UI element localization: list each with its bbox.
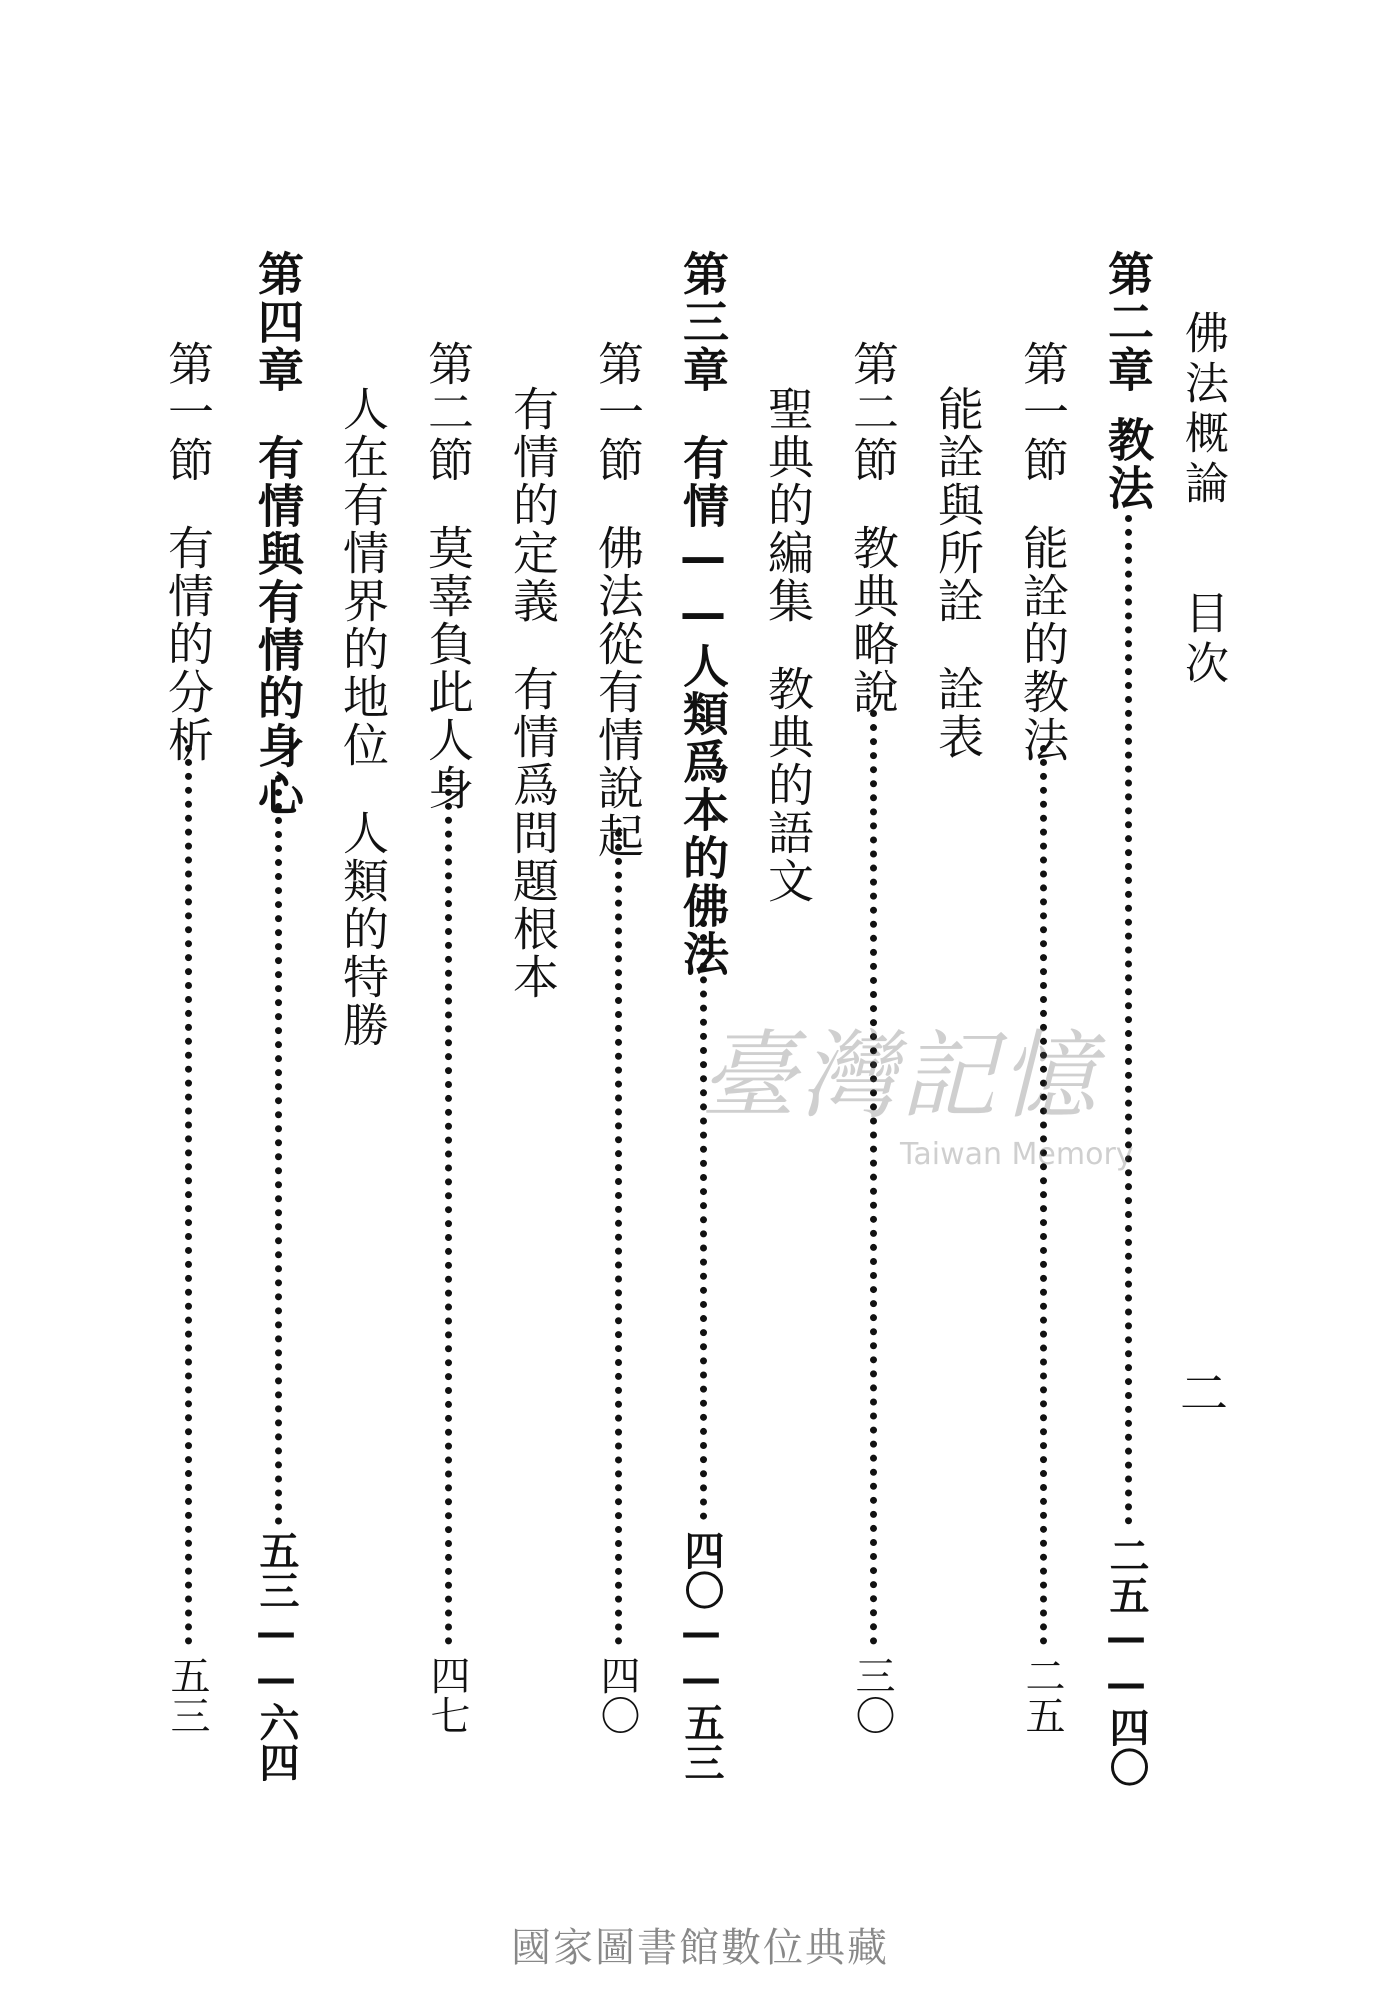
- section-page: 五三: [164, 1655, 210, 1735]
- section-title: 能詮的教法: [1016, 524, 1070, 764]
- watermark-english: Taiwan Memory: [900, 1137, 1134, 1172]
- chapter-page-range: 二五——四〇: [1103, 1535, 1149, 1787]
- section-page: 二五: [1019, 1655, 1065, 1735]
- section-label: 第二節: [846, 340, 900, 484]
- dotted-leader: [275, 775, 282, 1525]
- topic: 教典的語文: [761, 665, 815, 905]
- section-label: 第二節: [421, 340, 475, 484]
- toc-topics-3-1: [506, 385, 560, 1001]
- chapter-label: 第三章: [676, 250, 730, 394]
- topic: 詮表: [931, 665, 985, 761]
- section-title: 目次: [1177, 590, 1228, 690]
- book-title: 佛法概論: [1177, 310, 1228, 510]
- watermark-chinese: 臺灣記憶: [700, 1020, 1100, 1132]
- toc-section-2-2: [846, 340, 900, 716]
- toc-chapter-3: [676, 250, 730, 978]
- dotted-leader: [185, 745, 192, 1645]
- section-page: 三〇: [849, 1655, 895, 1735]
- toc-section-3-2: [421, 340, 475, 812]
- topic: 有情爲問題根本: [506, 665, 560, 1001]
- section-page: 四〇: [594, 1655, 640, 1735]
- dotted-leader: [1040, 745, 1047, 1645]
- chapter-page-range: 五三——六四: [253, 1530, 299, 1782]
- section-title: 教典略說: [846, 524, 900, 716]
- chapter-title: 教法: [1101, 416, 1155, 512]
- toc-chapter-2: [1101, 250, 1155, 512]
- toc-topics-3-2: [336, 385, 390, 1049]
- dotted-leader: [870, 710, 877, 1645]
- section-page: 四七: [424, 1655, 470, 1735]
- topic: 人類的特勝: [336, 809, 390, 1049]
- section-title: 有情的分析: [161, 524, 215, 764]
- section-title: 莫辜負此人身: [421, 524, 475, 812]
- toc-chapter-4: [251, 250, 305, 818]
- chapter-label: 第二章: [1101, 250, 1155, 394]
- footer-credit: 國家圖書館數位典藏: [511, 1925, 889, 1971]
- chapter-title: 有情——人類爲本的佛法: [676, 434, 730, 978]
- toc-section-3-1: [591, 340, 645, 860]
- section-label: 第一節: [161, 340, 215, 484]
- toc-section-2-1: [1016, 340, 1070, 764]
- topic: 有情的定義: [506, 385, 560, 625]
- toc-topics-2-2: [761, 385, 815, 905]
- page-number: 二: [1180, 1366, 1229, 1422]
- section-label: 第一節: [1016, 340, 1070, 484]
- chapter-label: 第四章: [251, 250, 305, 394]
- toc-section-4-1: [161, 340, 215, 764]
- dotted-leader: [445, 775, 452, 1645]
- chapter-page-range: 四〇——五三: [678, 1530, 724, 1782]
- toc-topics-2-1: [931, 385, 985, 761]
- dotted-leader: [615, 830, 622, 1645]
- section-title: 佛法從有情說起: [591, 524, 645, 860]
- topic: 聖典的編集: [761, 385, 815, 625]
- topic: 人在有情界的地位: [336, 385, 390, 769]
- watermark: [700, 1000, 1134, 1172]
- running-header: [1177, 310, 1228, 690]
- topic: 能詮與所詮: [931, 385, 985, 625]
- chapter-title: 有情與有情的身心: [251, 434, 305, 818]
- section-label: 第一節: [591, 340, 645, 484]
